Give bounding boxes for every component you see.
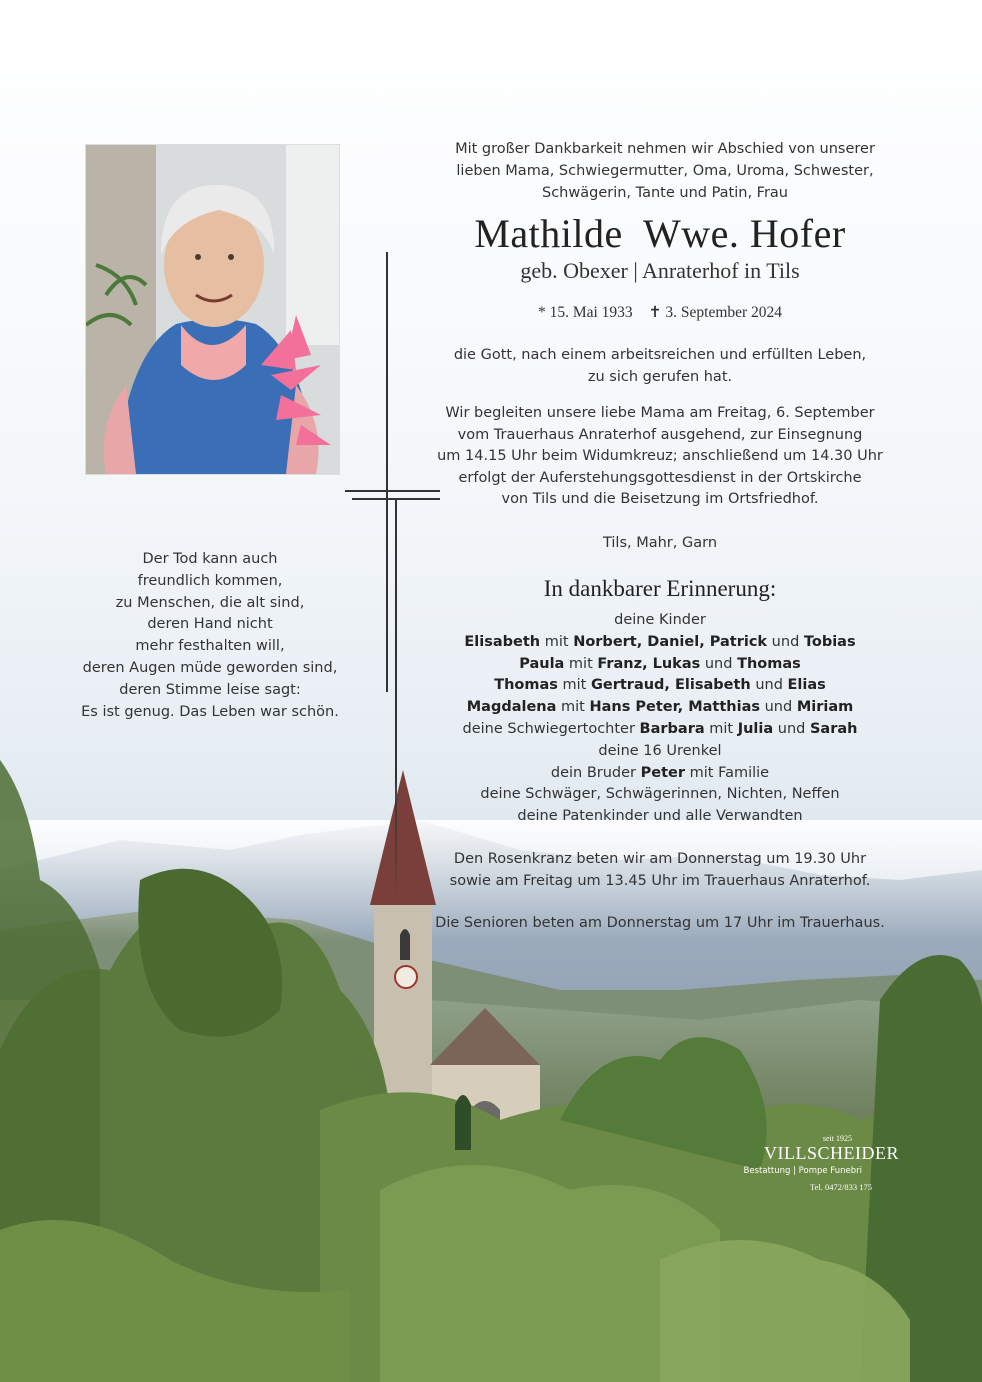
life-dates bbox=[420, 302, 900, 324]
family-line: Paula mit Franz, Lukas und Thomas bbox=[519, 655, 801, 672]
family-line: dein Bruder Peter mit Familie bbox=[550, 764, 770, 781]
cross-icon-vertical bbox=[386, 252, 388, 692]
rosary-notice bbox=[420, 848, 900, 892]
death-date: ✝ 3. September 2024 bbox=[648, 304, 783, 321]
seniors-notice: Die Senioren beten am Donnerstag um 17 Uhr im Trauerhaus. bbox=[435, 915, 885, 931]
intro-line: Mit großer Dankbarkeit nehmen wir Abschied von unserer bbox=[455, 141, 875, 157]
deceased-name: Mathilde Wwe. Hofer bbox=[474, 211, 846, 256]
deceased-subname: geb. Obexer | Anraterhof in Tils bbox=[520, 258, 800, 283]
poem bbox=[70, 549, 350, 723]
poem-line: freundlich kommen, bbox=[137, 572, 283, 589]
intro-line: Schwägerin, Tante und Patin, Frau bbox=[542, 185, 788, 201]
text-line: die Gott, nach einem arbeitsreichen und erfüllten Leben, bbox=[453, 347, 867, 363]
logo-since: seit 1925 bbox=[822, 1134, 852, 1143]
family-list bbox=[420, 610, 900, 828]
poem-line: deren Augen müde geworden sind, bbox=[82, 659, 338, 676]
poem-line: Es ist genug. Das Leben war schön. bbox=[81, 703, 339, 720]
cross-icon-horizontal bbox=[345, 490, 440, 492]
family-line: deine Patenkinder und alle Verwandten bbox=[517, 808, 803, 825]
notice-line: sowie am Freitag um 13.45 Uhr im Trauerhaus Anraterhof. bbox=[449, 873, 871, 889]
family-line: Thomas mit Gertraud, Elisabeth und Elias bbox=[494, 677, 826, 694]
portrait-photo bbox=[85, 144, 340, 475]
text-line: vom Trauerhaus Anraterhof ausgehend, zur Einsegnung bbox=[457, 426, 863, 443]
text-line: Wir begleiten unsere liebe Mama am Freitag, 6. September bbox=[445, 405, 875, 421]
poem-line: deren Stimme leise sagt: bbox=[119, 681, 301, 698]
place-names: Tils, Mahr, Garn bbox=[602, 535, 718, 551]
logo-brand: VILLSCHEIDER bbox=[764, 1143, 899, 1163]
cross-icon-horizontal-2 bbox=[352, 498, 440, 500]
poem-line: Der Tod kann auch bbox=[142, 551, 278, 567]
text-line: um 14.15 Uhr beim Widumkreuz; anschließend um 14.30 Uhr bbox=[437, 448, 883, 464]
poem-line: zu Menschen, die alt sind, bbox=[115, 594, 305, 611]
family-line: deine 16 Urenkel bbox=[598, 742, 722, 759]
text-line: zu sich gerufen hat. bbox=[587, 368, 733, 385]
logo-subtitle: Bestattung | Pompe Funebri bbox=[743, 1166, 862, 1176]
cross-icon-vertical-2 bbox=[395, 500, 397, 900]
family-line: deine Schwäger, Schwägerinnen, Nichten, Neffen bbox=[480, 786, 840, 803]
passing-text bbox=[430, 345, 890, 388]
poem-line: deren Hand nicht bbox=[147, 616, 273, 633]
family-line: deine Schwiegertochter Barbara mit Julia und Sarah bbox=[462, 720, 858, 737]
notice-line: Den Rosenkranz beten wir am Donnerstag um 19.30 Uhr bbox=[453, 851, 867, 867]
family-line: Elisabeth mit Norbert, Daniel, Patrick und Tobias bbox=[464, 633, 856, 650]
closing-title: In dankbarer Erinnerung: bbox=[543, 576, 777, 601]
poem-line: mehr festhalten will, bbox=[135, 638, 285, 655]
family-line: deine Kinder bbox=[614, 612, 706, 628]
birth-date: * 15. Mai 1933 bbox=[537, 304, 633, 321]
text-line: von Tils und die Beisetzung im Ortsfriedhof. bbox=[501, 491, 819, 507]
intro-line: lieben Mama, Schwiegermutter, Oma, Uroma, Schwester, bbox=[456, 163, 874, 179]
intro-text bbox=[440, 138, 890, 204]
family-line: Magdalena mit Hans Peter, Matthias und Miriam bbox=[466, 699, 854, 716]
logo-phone: Tel. 0472/833 175 bbox=[810, 1182, 872, 1192]
funeral-text bbox=[430, 403, 890, 511]
text-line: erfolgt der Auferstehungsgottesdienst in der Ortskirche bbox=[458, 469, 862, 486]
